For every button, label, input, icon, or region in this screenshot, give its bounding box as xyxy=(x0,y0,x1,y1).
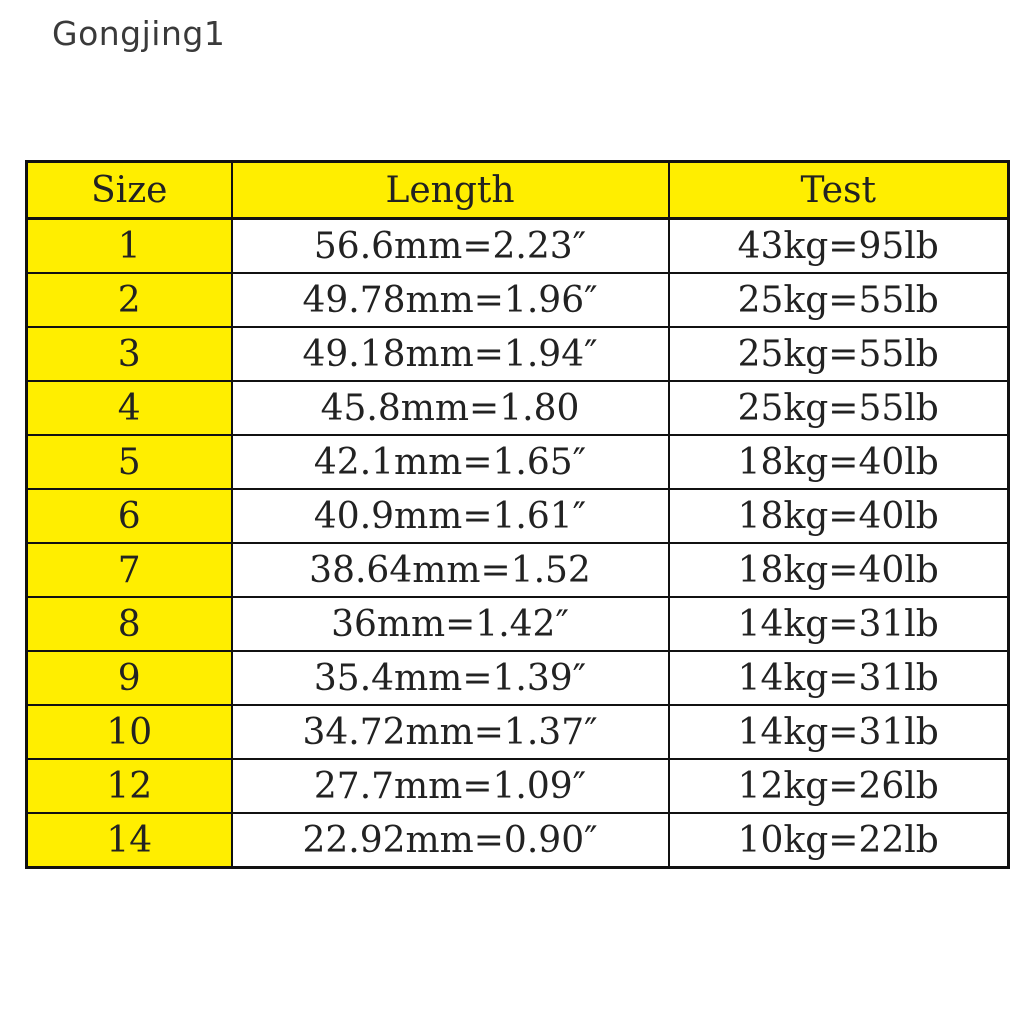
test-cell: 14kg=31lb xyxy=(669,651,1009,705)
header-length: Length xyxy=(232,162,669,219)
table-row xyxy=(27,489,1009,543)
length-cell: 35.4mm=1.39″ xyxy=(232,651,669,705)
size-chart-table xyxy=(25,160,1010,869)
length-cell: 34.72mm=1.37″ xyxy=(232,705,669,759)
test-cell: 12kg=26lb xyxy=(669,759,1009,813)
size-cell: 4 xyxy=(27,381,232,435)
table-row xyxy=(27,813,1009,868)
test-cell: 43kg=95lb xyxy=(669,219,1009,274)
table-body xyxy=(27,219,1009,868)
length-cell: 27.7mm=1.09″ xyxy=(232,759,669,813)
table-row xyxy=(27,327,1009,381)
length-cell: 22.92mm=0.90″ xyxy=(232,813,669,868)
test-cell: 25kg=55lb xyxy=(669,327,1009,381)
size-cell: 5 xyxy=(27,435,232,489)
size-cell: 6 xyxy=(27,489,232,543)
size-cell: 8 xyxy=(27,597,232,651)
test-cell: 14kg=31lb xyxy=(669,597,1009,651)
table-row xyxy=(27,597,1009,651)
size-cell: 10 xyxy=(27,705,232,759)
test-cell: 10kg=22lb xyxy=(669,813,1009,868)
length-cell: 56.6mm=2.23″ xyxy=(232,219,669,274)
table-row xyxy=(27,543,1009,597)
size-cell: 14 xyxy=(27,813,232,868)
table-row xyxy=(27,705,1009,759)
table-row xyxy=(27,435,1009,489)
size-cell: 2 xyxy=(27,273,232,327)
table-row xyxy=(27,381,1009,435)
table-row xyxy=(27,759,1009,813)
length-cell: 36mm=1.42″ xyxy=(232,597,669,651)
size-cell: 1 xyxy=(27,219,232,274)
watermark-text: Gongjing1 xyxy=(52,14,226,53)
length-cell: 45.8mm=1.80 xyxy=(232,381,669,435)
header-test: Test xyxy=(669,162,1009,219)
length-cell: 40.9mm=1.61″ xyxy=(232,489,669,543)
test-cell: 25kg=55lb xyxy=(669,381,1009,435)
test-cell: 18kg=40lb xyxy=(669,543,1009,597)
test-cell: 25kg=55lb xyxy=(669,273,1009,327)
table-row xyxy=(27,273,1009,327)
length-cell: 49.18mm=1.94″ xyxy=(232,327,669,381)
length-cell: 38.64mm=1.52 xyxy=(232,543,669,597)
size-cell: 3 xyxy=(27,327,232,381)
table-row xyxy=(27,651,1009,705)
test-cell: 18kg=40lb xyxy=(669,489,1009,543)
test-cell: 18kg=40lb xyxy=(669,435,1009,489)
test-cell: 14kg=31lb xyxy=(669,705,1009,759)
size-cell: 9 xyxy=(27,651,232,705)
length-cell: 42.1mm=1.65″ xyxy=(232,435,669,489)
size-cell: 7 xyxy=(27,543,232,597)
header-row xyxy=(27,162,1009,219)
length-cell: 49.78mm=1.96″ xyxy=(232,273,669,327)
header-size: Size xyxy=(27,162,232,219)
table-header xyxy=(27,162,1009,219)
table-row xyxy=(27,219,1009,274)
size-cell: 12 xyxy=(27,759,232,813)
